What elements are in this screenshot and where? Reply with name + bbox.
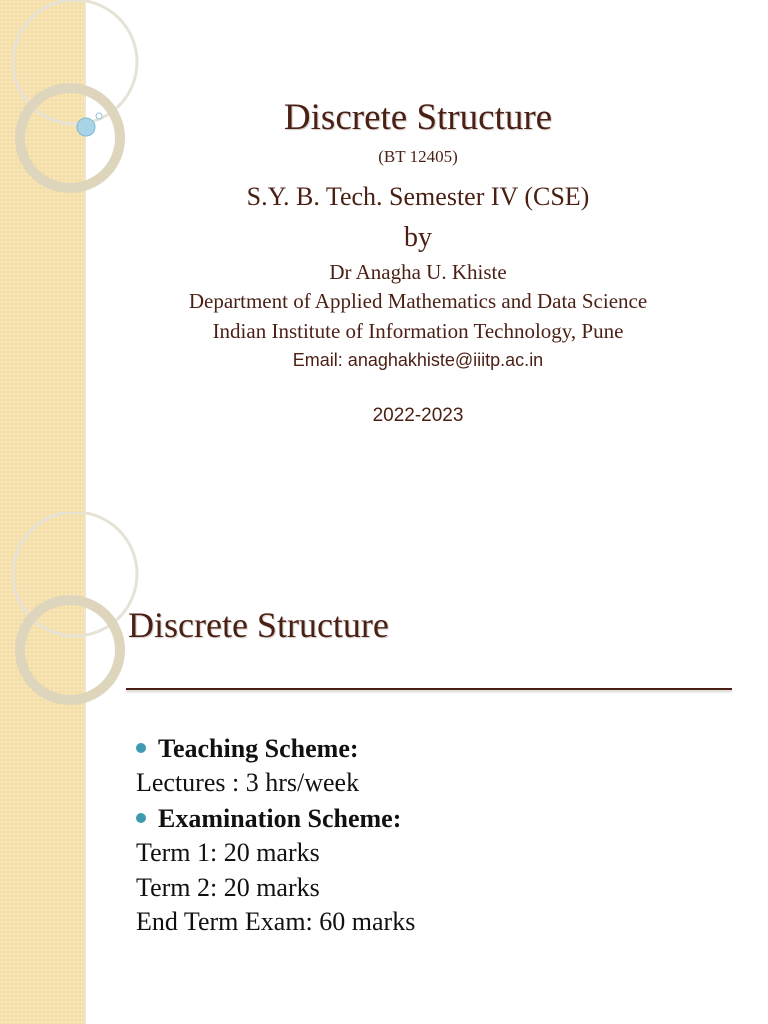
scheme-slide: [0, 512, 768, 1024]
end-term-line: End Term Exam: 60 marks: [136, 907, 416, 936]
author-name: Dr Anagha U. Khiste: [329, 260, 507, 284]
bullet-dot-icon: [136, 743, 146, 753]
term2-line: Term 2: 20 marks: [136, 873, 320, 902]
program-name: S.Y. B. Tech. Semester IV (CSE): [246, 182, 590, 211]
by-label: by: [404, 222, 432, 253]
course-code: (BT 12405): [378, 147, 458, 166]
slide-title: Discrete Structure: [128, 605, 389, 645]
bullet-heading: Examination Scheme:: [158, 804, 402, 833]
slide-title: Discrete Structure: [283, 97, 553, 138]
lectures-line: Lectures : 3 hrs/week: [136, 768, 360, 797]
bullet-dot-icon: [136, 813, 146, 823]
author-email: Email: anaghakhiste@iiitp.ac.in: [292, 350, 544, 370]
bullet-heading: Teaching Scheme:: [158, 734, 359, 763]
department-name: Department of Applied Mathematics and Data Science: [188, 289, 648, 313]
bullet-teaching-scheme: [136, 734, 359, 764]
term1-line: Term 1: 20 marks: [136, 838, 320, 867]
institute-name: Indian Institute of Information Technology, Pune: [212, 319, 624, 343]
title-underline: [126, 688, 732, 690]
academic-year: 2022-2023: [372, 405, 464, 426]
bullet-examination-scheme: [136, 804, 401, 834]
